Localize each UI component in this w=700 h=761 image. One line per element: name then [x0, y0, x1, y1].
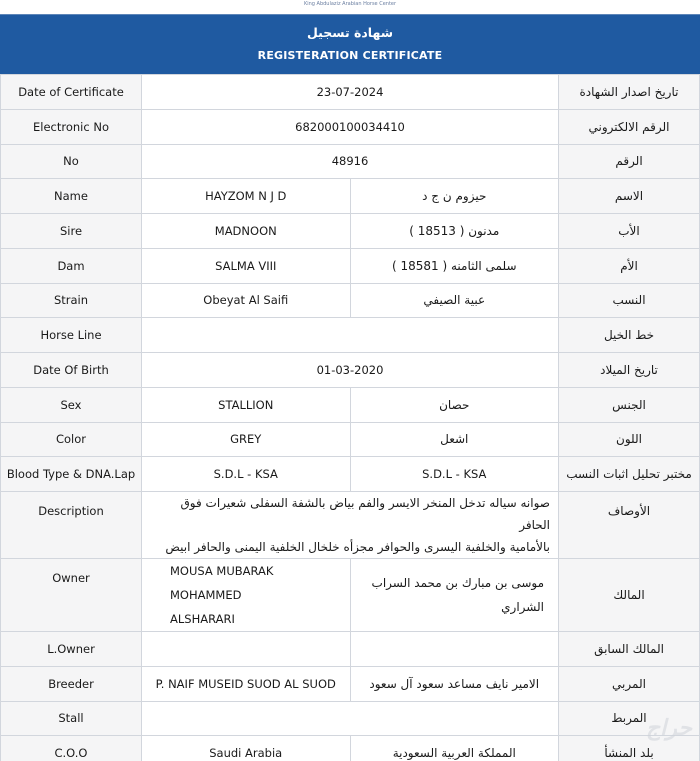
row-electronic [1, 109, 700, 144]
label-stall-ar: المربط [559, 701, 700, 736]
value-strain-ar: عبية الصيفي [350, 283, 559, 318]
value-coo-en: Saudi Arabia [142, 736, 351, 761]
value-horse-line [142, 318, 559, 353]
label-blood-en: Blood Type & DNA.Lap [1, 457, 142, 492]
value-sex-en: STALLION [142, 387, 351, 422]
value-blood-ar: S.D.L - KSA [350, 457, 559, 492]
value-coo-ar: المملكة العربية السعودية [350, 736, 559, 761]
label-horse-line-ar: خط الخيل [559, 318, 700, 353]
label-date-en: Date of Certificate [1, 75, 142, 110]
label-strain-en: Strain [1, 283, 142, 318]
value-sire-en: MADNOON [142, 214, 351, 249]
owner-ar-line-1: موسى بن مبارك بن محمد السراب [371, 576, 544, 590]
label-horse-line-en: Horse Line [1, 318, 142, 353]
label-electronic-en: Electronic No [1, 109, 142, 144]
owner-en-line-1: MOUSA MUBARAK MOHAMMED [170, 564, 274, 602]
row-breeder [1, 666, 700, 701]
watermark-logo: حراج [645, 716, 692, 741]
certificate-header [0, 14, 700, 74]
label-color-ar: اللون [559, 422, 700, 457]
label-owner-en: Owner [1, 559, 142, 632]
value-date: 23-07-2024 [142, 75, 559, 110]
row-stall [1, 701, 700, 736]
row-owner [1, 559, 700, 632]
row-sex [1, 387, 700, 422]
row-description [1, 492, 700, 559]
value-description [142, 492, 559, 559]
value-sire-ar: مدنون ( 18513 ) [350, 214, 559, 249]
top-strip [0, 0, 700, 14]
label-breeder-en: Breeder [1, 666, 142, 701]
label-lowner-ar: المالك السابق [559, 632, 700, 667]
label-electronic-ar: الرقم الالكتروني [559, 109, 700, 144]
row-horse-line [1, 318, 700, 353]
title-arabic: شهادة تسجيل [306, 25, 394, 40]
label-dam-en: Dam [1, 248, 142, 283]
value-lowner-en [142, 632, 351, 667]
label-sex-en: Sex [1, 387, 142, 422]
description-line-2: بالأمامية والخلفية اليسرى والحوافر مجزأه خلخال الخلفية اليمنى والحافر ابيض [165, 540, 550, 554]
label-dam-ar: الأم [559, 248, 700, 283]
row-strain [1, 283, 700, 318]
row-sire [1, 214, 700, 249]
label-strain-ar: النسب [559, 283, 700, 318]
value-breeder-en: P. NAIF MUSEID SUOD AL SUOD [142, 666, 351, 701]
value-strain-en: Obeyat Al Saifi [142, 283, 351, 318]
label-blood-ar: مختبر تحليل اثبات النسب [559, 457, 700, 492]
label-sire-en: Sire [1, 214, 142, 249]
description-line-1: صوانه سياله تدخل المنخر الايسر والفم بياض بالشفة السفلى شعيرات فوق الحافر [180, 496, 550, 532]
value-name-ar: حيزوم ن ج د [350, 179, 559, 214]
value-color-en: GREY [142, 422, 351, 457]
label-description-en: Description [1, 492, 142, 559]
label-description-ar: الأوصاف [559, 492, 700, 559]
certificate-table [0, 74, 700, 761]
label-stall-en: Stall [1, 701, 142, 736]
label-name-ar: الاسم [559, 179, 700, 214]
label-breeder-ar: المربي [559, 666, 700, 701]
label-no-ar: الرقم [559, 144, 700, 179]
value-dob: 01-03-2020 [142, 353, 559, 388]
value-name-en: HAYZOM N J D [142, 179, 351, 214]
value-owner-ar [350, 559, 559, 632]
value-dam-en: SALMA VIII [142, 248, 351, 283]
label-lowner-en: L.Owner [1, 632, 142, 667]
value-dam-ar: سلمى الثامنه ( 18581 ) [350, 248, 559, 283]
row-blood [1, 457, 700, 492]
label-date-ar: تاريخ اصدار الشهادة [559, 75, 700, 110]
value-electronic: 682000100034410 [142, 109, 559, 144]
owner-ar-line-2: الشراري [501, 600, 544, 614]
row-coo [1, 736, 700, 761]
value-breeder-ar: الامير نايف مساعد سعود آل سعود [350, 666, 559, 701]
value-blood-en: S.D.L - KSA [142, 457, 351, 492]
label-dob-en: Date Of Birth [1, 353, 142, 388]
row-no [1, 144, 700, 179]
label-color-en: Color [1, 422, 142, 457]
label-coo-ar: بلد المنشأ [559, 736, 700, 761]
label-no-en: No [1, 144, 142, 179]
value-no: 48916 [142, 144, 559, 179]
value-sex-ar: حصان [350, 387, 559, 422]
value-stall [142, 701, 559, 736]
label-owner-ar: المالك [559, 559, 700, 632]
title-english: REGISTERATION CERTIFICATE [257, 49, 443, 62]
row-date [1, 75, 700, 110]
value-owner-en [142, 559, 351, 632]
label-sex-ar: الجنس [559, 387, 700, 422]
owner-en-line-2: ALSHARARI [170, 612, 235, 626]
label-name-en: Name [1, 179, 142, 214]
row-dob [1, 353, 700, 388]
value-lowner-ar [350, 632, 559, 667]
center-name: King Abdulaziz Arabian Horse Center [303, 1, 397, 7]
row-name [1, 179, 700, 214]
row-lowner [1, 632, 700, 667]
label-sire-ar: الأب [559, 214, 700, 249]
row-dam [1, 248, 700, 283]
label-dob-ar: تاريخ الميلاد [559, 353, 700, 388]
value-color-ar: اشعل [350, 422, 559, 457]
row-color [1, 422, 700, 457]
label-coo-en: C.O.O [1, 736, 142, 761]
